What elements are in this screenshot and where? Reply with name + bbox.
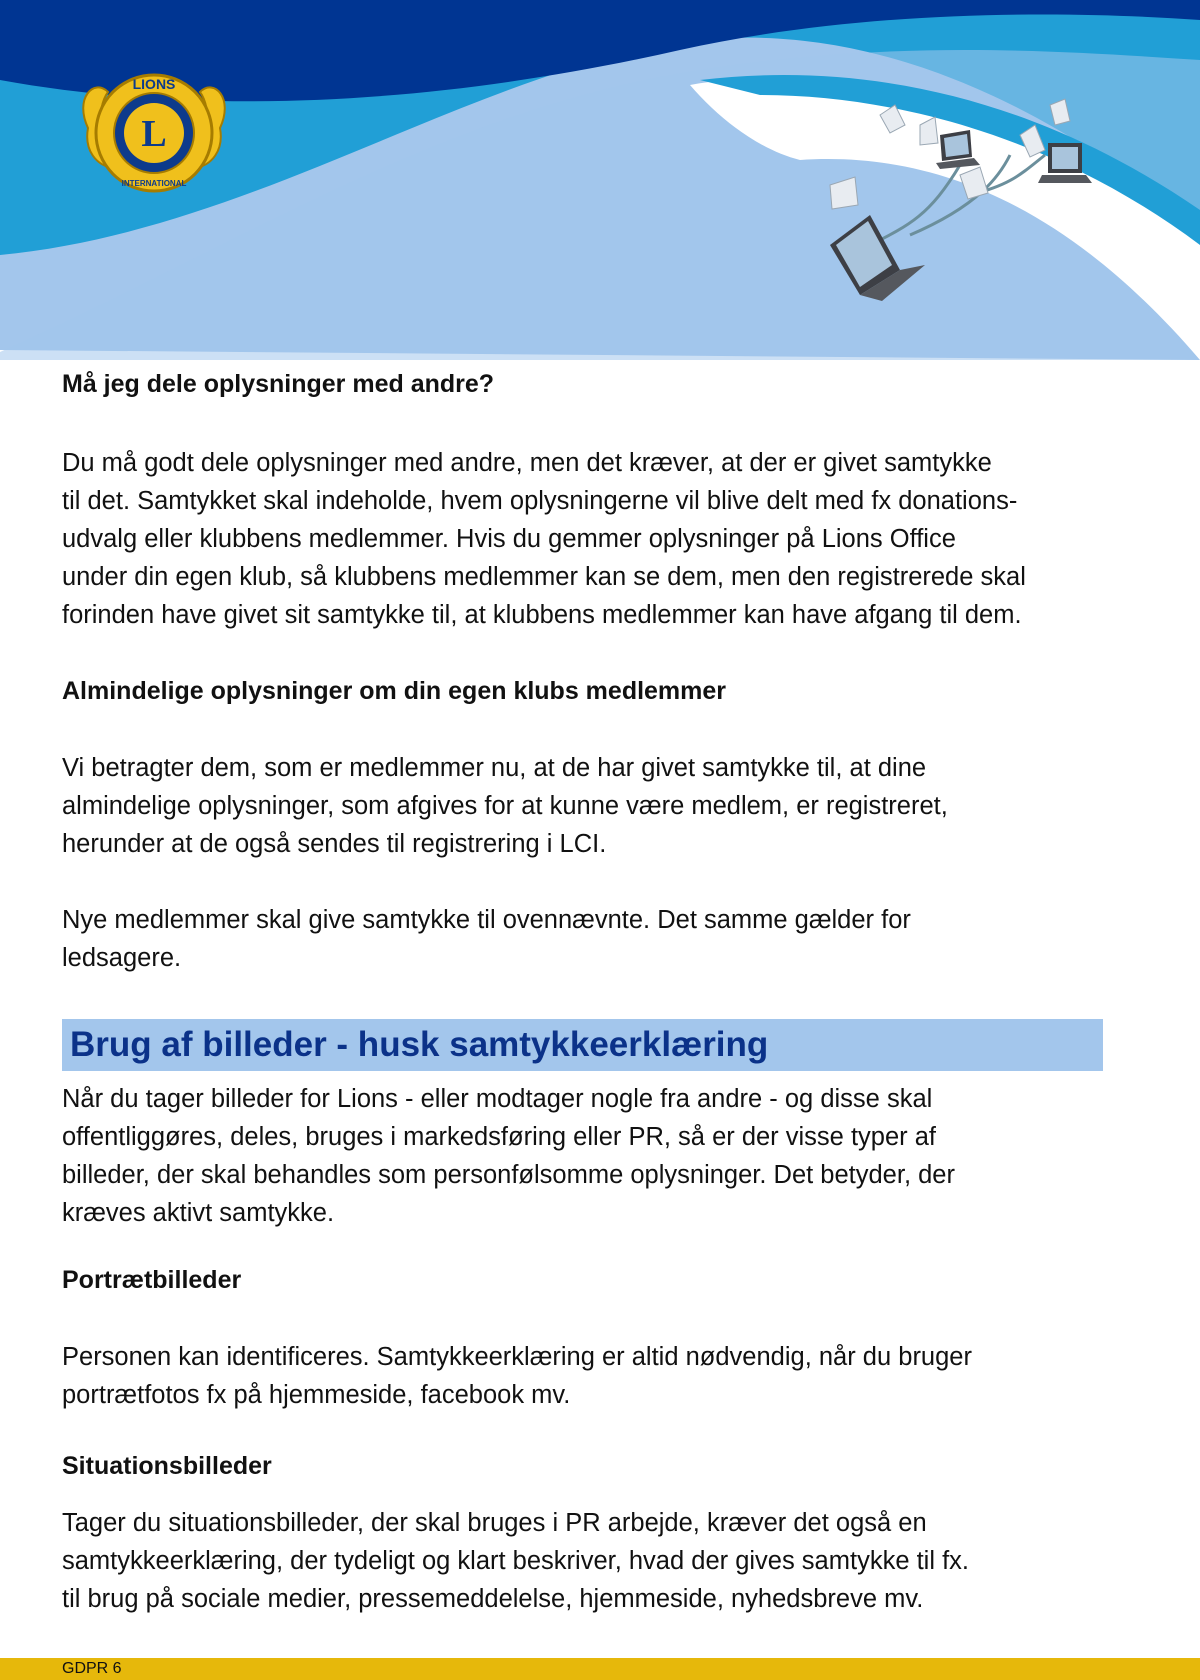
section-header-photos [62,1019,1103,1071]
paragraph-portrait: Personen kan identificeres. Samtykkeerklæring er altid nødvendig, når du bruger portrætfotos fx på hjemmeside, facebook mv. [62,1343,972,1409]
paragraph-general-info: Vi betragter dem, som er medlemmer nu, at de har givet samtykke til, at dine almindelige oplysninger, som afgives for at kunne være medlem, er registreret, herunder at de også sendes til registrering i LCI. [62,754,948,858]
laptop-large-icon [830,215,925,301]
paragraph-situation: Tager du situationsbilleder, der skal bruges i PR arbejde, kræver det også en samtykkeerklæring, der tydeligt og klart beskriver, hvad der gives samtykke til fx. til brug på sociale medier, pressemeddelelse, hjemmeside, nyhedsbreve mv. [62,1509,970,1613]
heading-portrait: Portrætbilleder [62,1266,242,1294]
logo-bottom-text: INTERNATIONAL [121,179,187,188]
footer-bar [0,1658,1200,1680]
heading-situation: Situationsbilleder [62,1452,272,1480]
laptop-right-icon [1038,143,1092,183]
laptop-small-icon [936,130,980,169]
paragraph-photos-intro: Når du tager billeder for Lions - eller modtager nogle fra andre - og disse skal offentliggøres, deles, bruges i markedsføring eller PR, så er der visse typer af billeder, der skal behandles som personfølsomme oplysninger. Det betyder, der kræves aktivt samtykke. [62,1085,955,1227]
paragraph-new-members: Nye medlemmer skal give samtykke til ovennævnte. Det samme gælder for ledsagere. [62,906,911,972]
lions-international-logo [74,58,234,208]
heading-general-info: Almindelige oplysninger om din egen klubs medlemmer [62,677,727,705]
section-title-photos: Brug af billeder - husk samtykkeerklæring [70,1025,769,1064]
paragraph-share-info: Du må godt dele oplysninger med andre, men det kræver, at der er givet samtykke til det. Samtykket skal indeholde, hvem oplysningerne vil blive delt med fx donations- udvalg eller klubbens medlemmer. Hvis du gemmer oplysninger på Lions Office under din egen klub, så klubbens medlemmer kan se dem, men den registrerede skal forinden have givet sit samtykke til, at klubbens medlemmer kan have afgang til dem. [62,449,1026,629]
heading-share-info: Må jeg dele oplysninger med andre? [62,370,495,398]
logo-top-text: LIONS [132,76,176,92]
page-label: GDPR 6 [62,1660,122,1677]
logo-letter: L [141,113,167,155]
laptops-network-icon [820,95,1110,310]
